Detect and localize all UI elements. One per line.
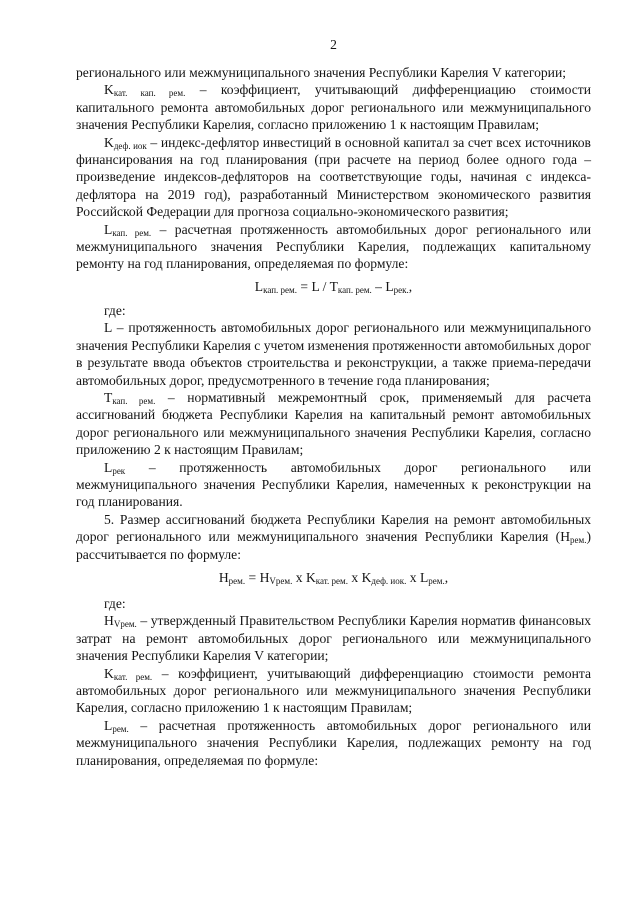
page-number: 2 bbox=[330, 37, 337, 52]
definition-k-kat-rem: $K_{кат. рем.}$ – коэффициент, учитывающий дифференциацию стоимости ремонта автомобильных дорог регионального или межмуниципального значения Республики Карелия, согласно приложению 1 к настоящим Правилам; bbox=[76, 665, 591, 716]
definition-l-rem: $L_{рем.}$ – расчетная протяженность автомобильных дорог регионального или межмуниципального значения Республики Карелия, подлежащих ремонту на год планирования, определяемая по формуле: bbox=[76, 717, 591, 768]
where-label-2: где: bbox=[104, 595, 126, 611]
formula-h-rem: $H_{рем.} = H_{Vрем.}$ x $K_{кат. рем.}$ x $K_{деф. иок.}$ x $L_{рем.}$, bbox=[218, 569, 449, 586]
definition-l-rek: $L_{рек}$ – протяженность автомобильных дорог регионального или межмуниципального значения Республики Карелия, намеченных к реконструкции на год планирования. bbox=[76, 459, 591, 510]
definition-t-kap-rem: $T_{кап. рем.}$ – нормативный межремонтный срок, применяемый для расчета ассигнований бюджета Республики Карелия на капитальный ремонт автомобильных дорог регионального или межмуниципального значения Республики Карелия, согласно приложению 2 к настоящим Правилам; bbox=[76, 389, 591, 458]
definition-k-kat-kap-rem: $K_{кат. кап. рем.}$ – коэффициент, учитывающий дифференциацию стоимости капитального ремонта автомобильных дорог регионального или межмуниципального значения Республики Карелия, согласно приложению 1 к настоящим Правилам; bbox=[76, 82, 592, 133]
where-label: где: bbox=[104, 302, 126, 318]
formula-l-kap-rem: $L_{кап. рем.} = L / T_{кап. рем.} - L_{рек.}$, bbox=[254, 278, 413, 295]
definition-k-def-iok: $K_{деф. иок}$ – индекс-дефлятор инвестиций в основной капитал за счет всех источников финансирования на год планирования (при расчете на период более одного года – произведение индексов-дефляторов на соответствующие годы, начиная с индекса-дефлятора на 2019 год), разработанный Министерством экономического развития Российской Федерации для прогноза социально-экономического развития; bbox=[76, 134, 591, 220]
definition-l: L – протяженность автомобильных дорог регионального или межмуниципального значения Республики Карелия с учетом изменения протяженности автомобильных дорог в результате ввода объектов строительства и реконструкции, а также приема-передачи автомобильных дорог, предусмотренного в течение года планирования; bbox=[76, 320, 592, 388]
definition-h-v-rem: $H_{Vрем.}$ – утвержденный Правительством Республики Карелия норматив финансовых затрат на ремонт автомобильных дорог регионального или межмуниципального значения Республики Карелия V категории; bbox=[76, 613, 591, 664]
paragraph-continuation: регионального или межмуниципального значения Республики Карелия V категории; bbox=[76, 65, 567, 80]
clause-5: 5. Размер ассигнований бюджета Республики Карелия на ремонт автомобильных дорог регионального или межмуниципального значения Республики Карелия $(H_{рем.})$ рассчитывается по формуле: bbox=[76, 511, 591, 562]
definition-l-kap-rem: $L_{кап. рем.}$ – расчетная протяженность автомобильных дорог регионального или межмуниципального значения Республики Карелия, подлежащих капитальному ремонту на год планирования, определяемая по формуле: bbox=[76, 221, 591, 272]
